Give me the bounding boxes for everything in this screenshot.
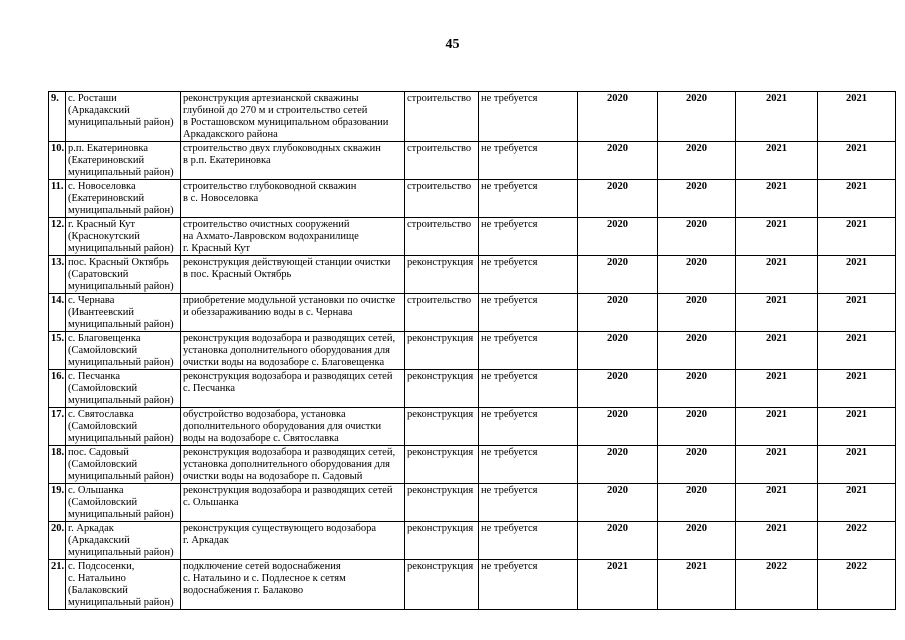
cell-line: Аркадакского района <box>183 129 278 140</box>
cell-line: (Екатериновский <box>68 193 145 204</box>
cell-line: г. Красный Кут <box>68 219 135 230</box>
year-cell-2: 2020 <box>658 332 736 370</box>
cell-line: очистки воды на водозаборе п. Садовый <box>183 471 363 482</box>
year-cell-3: 2021 <box>736 522 818 560</box>
cell-line: в пос. Красный Октябрь <box>183 269 292 280</box>
cell-line: муниципальный район) <box>68 319 174 330</box>
cell-line: строительство глубоководной скважин <box>183 181 357 192</box>
cell-line: с. Натальино <box>68 573 126 584</box>
settlement-cell <box>66 522 181 560</box>
cell-line: (Самойловский <box>68 497 138 508</box>
expertise-cell: не требуется <box>479 142 578 180</box>
year-cell-2: 2020 <box>658 92 736 142</box>
work-description-cell <box>181 294 405 332</box>
cell-line: с. Ольшанка <box>183 497 239 508</box>
water-supply-objects-table <box>48 91 896 610</box>
settlement-cell <box>66 92 181 142</box>
cell-line: с. Подсосенки, <box>68 561 135 572</box>
work-type-cell: строительство <box>405 180 479 218</box>
cell-line: муниципальный район) <box>68 167 174 178</box>
table-row <box>49 218 896 256</box>
year-cell-4: 2021 <box>818 332 896 370</box>
work-type-cell: реконструкция <box>405 408 479 446</box>
cell-line: воды на водозаборе с. Святославка <box>183 433 339 444</box>
year-cell-2: 2020 <box>658 294 736 332</box>
cell-line: (Самойловский <box>68 345 138 356</box>
row-number: 12. <box>49 218 66 256</box>
cell-line: реконструкция артезианской скважины <box>183 93 359 104</box>
cell-line: пос. Красный Октябрь <box>68 257 169 268</box>
expertise-cell: не требуется <box>479 294 578 332</box>
year-cell-2: 2020 <box>658 256 736 294</box>
work-type-cell: строительство <box>405 92 479 142</box>
expertise-cell: не требуется <box>479 484 578 522</box>
work-description-cell <box>181 142 405 180</box>
cell-line: в р.п. Екатериновка <box>183 155 271 166</box>
work-type-cell: реконструкция <box>405 332 479 370</box>
settlement-cell <box>66 560 181 610</box>
expertise-cell: не требуется <box>479 92 578 142</box>
cell-line: муниципальный район) <box>68 471 174 482</box>
work-type-cell: реконструкция <box>405 370 479 408</box>
cell-line: реконструкция водозабора и разводящих сетей <box>183 485 393 496</box>
table-row <box>49 484 896 522</box>
expertise-cell: не требуется <box>479 522 578 560</box>
cell-line: (Краснокутский <box>68 231 140 242</box>
table-row <box>49 180 896 218</box>
cell-line: с. Ольшанка <box>68 485 124 496</box>
year-cell-3: 2021 <box>736 484 818 522</box>
year-cell-4: 2021 <box>818 294 896 332</box>
cell-line: в с. Новоселовка <box>183 193 259 204</box>
cell-line: (Самойловский <box>68 421 138 432</box>
cell-line: с. Чернава <box>68 295 115 306</box>
table-row <box>49 142 896 180</box>
cell-line: (Аркадакский <box>68 535 130 546</box>
settlement-cell <box>66 180 181 218</box>
work-type-cell: строительство <box>405 218 479 256</box>
year-cell-3: 2021 <box>736 142 818 180</box>
row-number: 19. <box>49 484 66 522</box>
year-cell-3: 2021 <box>736 332 818 370</box>
cell-line: муниципальный район) <box>68 205 174 216</box>
work-type-cell: реконструкция <box>405 560 479 610</box>
cell-line: муниципальный район) <box>68 243 174 254</box>
settlement-cell <box>66 218 181 256</box>
table-row <box>49 370 896 408</box>
year-cell-1: 2020 <box>578 180 658 218</box>
year-cell-2: 2020 <box>658 218 736 256</box>
cell-line: реконструкция водозабора и разводящих сетей, <box>183 333 396 344</box>
cell-line: (Аркадакский <box>68 105 130 116</box>
cell-line: пос. Садовый <box>68 447 129 458</box>
cell-line: муниципальный район) <box>68 509 174 520</box>
cell-line: с. Новоселовка <box>68 181 136 192</box>
work-description-cell <box>181 332 405 370</box>
cell-line: и обеззараживанию воды в с. Чернава <box>183 307 353 318</box>
cell-line: муниципальный район) <box>68 117 174 128</box>
expertise-cell: не требуется <box>479 218 578 256</box>
cell-line: (Екатериновский <box>68 155 145 166</box>
settlement-cell <box>66 256 181 294</box>
work-type-cell: строительство <box>405 142 479 180</box>
year-cell-4: 2021 <box>818 484 896 522</box>
year-cell-3: 2021 <box>736 180 818 218</box>
work-description-cell <box>181 256 405 294</box>
row-number: 15. <box>49 332 66 370</box>
year-cell-2: 2020 <box>658 370 736 408</box>
cell-line: муниципальный район) <box>68 281 174 292</box>
year-cell-2: 2021 <box>658 560 736 610</box>
year-cell-4: 2021 <box>818 180 896 218</box>
work-type-cell: реконструкция <box>405 522 479 560</box>
year-cell-2: 2020 <box>658 142 736 180</box>
table-body <box>49 92 896 610</box>
year-cell-1: 2020 <box>578 294 658 332</box>
table-row <box>49 446 896 484</box>
expertise-cell: не требуется <box>479 560 578 610</box>
table-row <box>49 522 896 560</box>
expertise-cell: не требуется <box>479 446 578 484</box>
row-number: 10. <box>49 142 66 180</box>
cell-line: (Саратовский <box>68 269 129 280</box>
year-cell-2: 2020 <box>658 484 736 522</box>
cell-line: на Ахмато-Лавровском водохранилище <box>183 231 359 242</box>
cell-line: реконструкция водозабора и разводящих сетей <box>183 371 393 382</box>
cell-line: г. Аркадак <box>68 523 114 534</box>
cell-line: (Самойловский <box>68 459 138 470</box>
cell-line: приобретение модульной установки по очистке <box>183 295 396 306</box>
year-cell-1: 2020 <box>578 256 658 294</box>
cell-line: с. Росташи <box>68 93 117 104</box>
year-cell-4: 2021 <box>818 92 896 142</box>
year-cell-2: 2020 <box>658 180 736 218</box>
cell-line: подключение сетей водоснабжения <box>183 561 341 572</box>
settlement-cell <box>66 446 181 484</box>
work-description-cell <box>181 180 405 218</box>
cell-line: р.п. Екатериновка <box>68 143 149 154</box>
cell-line: дополнительного оборудования для очистки <box>183 421 382 432</box>
cell-line: (Самойловский <box>68 383 138 394</box>
expertise-cell: не требуется <box>479 256 578 294</box>
work-description-cell <box>181 408 405 446</box>
year-cell-3: 2021 <box>736 370 818 408</box>
cell-line: строительство очистных сооружений <box>183 219 350 230</box>
table-row <box>49 256 896 294</box>
year-cell-4: 2021 <box>818 408 896 446</box>
cell-line: с. Песчанка <box>183 383 236 394</box>
page-number: 45 <box>445 37 460 52</box>
cell-line: муниципальный район) <box>68 395 174 406</box>
cell-line: муниципальный район) <box>68 433 174 444</box>
work-type-cell: строительство <box>405 294 479 332</box>
cell-line: реконструкция водозабора и разводящих сетей, <box>183 447 396 458</box>
cell-line: с. Песчанка <box>68 371 121 382</box>
settlement-cell <box>66 370 181 408</box>
year-cell-4: 2021 <box>818 256 896 294</box>
year-cell-4: 2021 <box>818 446 896 484</box>
work-description-cell <box>181 560 405 610</box>
year-cell-2: 2020 <box>658 408 736 446</box>
year-cell-1: 2020 <box>578 484 658 522</box>
settlement-cell <box>66 142 181 180</box>
row-number: 20. <box>49 522 66 560</box>
year-cell-3: 2021 <box>736 446 818 484</box>
year-cell-1: 2021 <box>578 560 658 610</box>
work-description-cell <box>181 370 405 408</box>
year-cell-4: 2021 <box>818 218 896 256</box>
table-row <box>49 294 896 332</box>
year-cell-2: 2020 <box>658 522 736 560</box>
work-description-cell <box>181 218 405 256</box>
cell-line: с. Святославка <box>68 409 134 420</box>
settlement-cell <box>66 332 181 370</box>
year-cell-1: 2020 <box>578 142 658 180</box>
cell-line: обустройство водозабора, установка <box>183 409 346 420</box>
cell-line: муниципальный район) <box>68 547 174 558</box>
cell-line: г. Красный Кут <box>183 243 250 254</box>
year-cell-3: 2021 <box>736 408 818 446</box>
year-cell-4: 2022 <box>818 560 896 610</box>
expertise-cell: не требуется <box>479 408 578 446</box>
expertise-cell: не требуется <box>479 332 578 370</box>
cell-line: строительство двух глубоководных скважин <box>183 143 381 154</box>
cell-line: в Росташовском муниципальном образовании <box>183 117 389 128</box>
cell-line: реконструкция действующей станции очистки <box>183 257 391 268</box>
work-description-cell <box>181 92 405 142</box>
work-description-cell <box>181 522 405 560</box>
row-number: 17. <box>49 408 66 446</box>
year-cell-3: 2021 <box>736 92 818 142</box>
settlement-cell <box>66 294 181 332</box>
cell-line: г. Аркадак <box>183 535 229 546</box>
year-cell-1: 2020 <box>578 522 658 560</box>
work-type-cell: реконструкция <box>405 256 479 294</box>
year-cell-3: 2022 <box>736 560 818 610</box>
expertise-cell: не требуется <box>479 370 578 408</box>
table-row <box>49 332 896 370</box>
row-number: 16. <box>49 370 66 408</box>
cell-line: глубиной до 270 м и строительство сетей <box>183 105 368 116</box>
work-description-cell <box>181 484 405 522</box>
cell-line: установка дополнительного оборудования для <box>183 459 390 470</box>
cell-line: (Балаковский <box>68 585 128 596</box>
row-number: 21. <box>49 560 66 610</box>
table-row <box>49 560 896 610</box>
cell-line: с. Натальино и с. Подлесное к сетям <box>183 573 346 584</box>
cell-line: водоснабжения г. Балаково <box>183 585 304 596</box>
table-row <box>49 408 896 446</box>
year-cell-1: 2020 <box>578 408 658 446</box>
year-cell-1: 2020 <box>578 92 658 142</box>
year-cell-1: 2020 <box>578 370 658 408</box>
cell-line: с. Благовещенка <box>68 333 141 344</box>
year-cell-1: 2020 <box>578 218 658 256</box>
row-number: 14. <box>49 294 66 332</box>
year-cell-4: 2022 <box>818 522 896 560</box>
row-number: 9. <box>49 92 66 142</box>
table-row <box>49 92 896 142</box>
year-cell-4: 2021 <box>818 370 896 408</box>
settlement-cell <box>66 484 181 522</box>
expertise-cell: не требуется <box>479 180 578 218</box>
row-number: 11. <box>49 180 66 218</box>
cell-line: (Ивантеевский <box>68 307 134 318</box>
cell-line: реконструкция существующего водозабора <box>183 523 377 534</box>
year-cell-4: 2021 <box>818 142 896 180</box>
year-cell-3: 2021 <box>736 218 818 256</box>
cell-line: установка дополнительного оборудования для <box>183 345 390 356</box>
row-number: 13. <box>49 256 66 294</box>
year-cell-1: 2020 <box>578 446 658 484</box>
settlement-cell <box>66 408 181 446</box>
work-type-cell: реконструкция <box>405 446 479 484</box>
work-description-cell <box>181 446 405 484</box>
year-cell-3: 2021 <box>736 294 818 332</box>
year-cell-3: 2021 <box>736 256 818 294</box>
row-number: 18. <box>49 446 66 484</box>
cell-line: очистки воды на водозаборе с. Благовещенка <box>183 357 385 368</box>
work-type-cell: реконструкция <box>405 484 479 522</box>
cell-line: муниципальный район) <box>68 357 174 368</box>
year-cell-2: 2020 <box>658 446 736 484</box>
year-cell-1: 2020 <box>578 332 658 370</box>
cell-line: муниципальный район) <box>68 597 174 608</box>
